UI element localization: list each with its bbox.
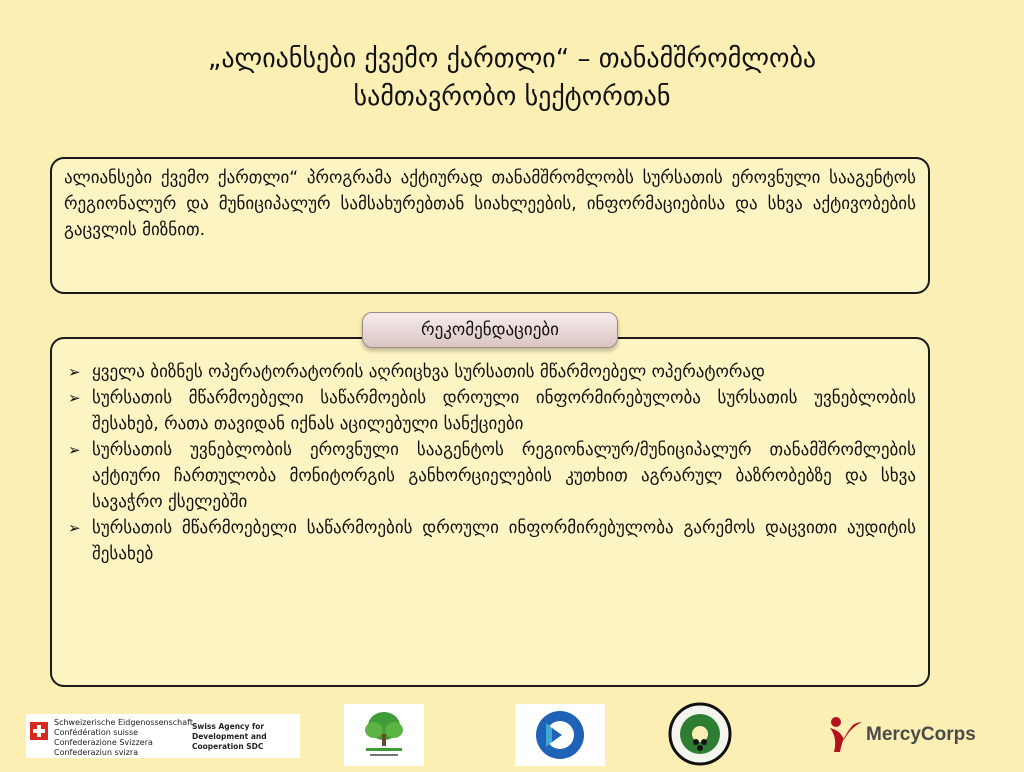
intro-text: ალიანსები ქვემო ქართლი“ პროგრამა აქტიურად თანამშრომლობს სურსათის ეროვნული სააგენტოს რეგიონალურ და მუნიციპალურ სამსახურებთან სიახლეების, ინფორმაციებისა და სხვა აქტივობების გაცვლის მიზნით. (64, 168, 916, 240)
recommendations-label: რეკომენდაციები (362, 312, 618, 348)
association-seal-logo (640, 700, 760, 768)
slide-title (100, 40, 924, 116)
sdc-text: Swiss Agency for Development and Cooperation SDC (192, 722, 267, 751)
list-item (64, 385, 916, 437)
list-item-text: სურსათის მწარმოებელი საწარმოების დროული ინფორმირებულობა სურსათის უვნებლობის შესახებ, რათა თავიდან იქნას აცილებული სანქციები (92, 388, 916, 434)
list-item-text: ყველა ბიზნეს ოპერატორატორის აღრიცხვა სურსათის მწარმოებელ ოპერატორად (92, 362, 765, 382)
swiss-confederation-text: Schweizerische Eidgenossenschaft Confédération suisse Confederazione Svizzera Confederaziun svizra (54, 718, 193, 757)
list-item-text: სურსათის მწარმოებელი საწარმოების დროული ინფორმირებულობა გარემოს დაცვითი აუდიტის შესახებ (92, 518, 916, 564)
list-item (64, 437, 916, 515)
tree-logo (344, 704, 424, 766)
mercy-corps-figure-icon (826, 716, 864, 754)
list-item (64, 359, 916, 385)
mercy-corps-text: MercyCorps (866, 724, 976, 745)
title-line-2: სამთავრობო სექტორთან (353, 82, 671, 112)
logo-strip (0, 700, 1024, 768)
circle-logo (515, 704, 605, 766)
arrow-bullet-icon: ➢ (68, 389, 81, 407)
list-item-text: სურსათის უვნებლობის ეროვნული სააგენტოს რეგიონალურ/მუნიციპალურ თანამშრომლების აქტიური ჩართულობა მონიტორგის განხორციელების კუთხით აგრარულ ბაზრობებზე და სხვა სავაჭრო ქსელებში (92, 440, 916, 512)
swiss-flag-icon (30, 722, 48, 740)
intro-box (50, 157, 930, 294)
recommendations-box (50, 337, 930, 687)
arrow-bullet-icon: ➢ (68, 441, 81, 459)
title-line-1: „ალიანსები ქვემო ქართლი“ – თანამშრომლობა (207, 44, 817, 74)
swiss-sdc-logo (26, 714, 300, 758)
recommendations-list (64, 359, 916, 567)
arrow-bullet-icon: ➢ (68, 363, 81, 381)
mercy-corps-logo (826, 714, 986, 758)
list-item (64, 515, 916, 567)
arrow-bullet-icon: ➢ (68, 519, 81, 537)
